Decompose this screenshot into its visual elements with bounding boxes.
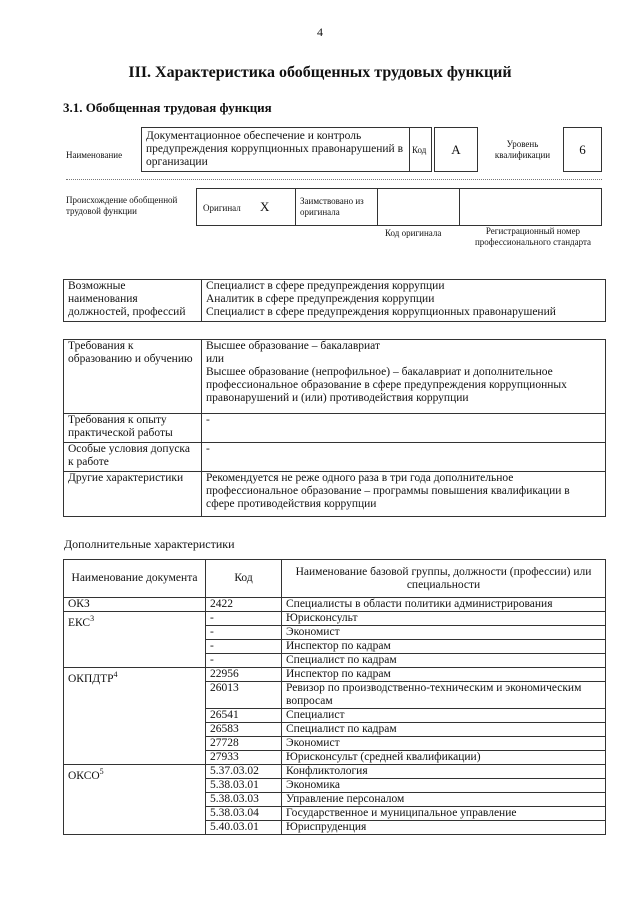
code-value-box xyxy=(434,127,478,172)
name-cell: Специалист по кадрам xyxy=(282,723,606,737)
req-value: - xyxy=(202,414,606,443)
code-cell: 2422 xyxy=(206,598,282,612)
doc-name: ОКПДТР xyxy=(68,672,114,685)
req-label: Особые условия допуска к работе xyxy=(64,443,202,472)
req-value: Высшее образование – бакалавриат или Высшее образование (непрофильное) – бакалавриат и дополнительное профессиональное образование в сфере предупреждения коррупционных правонарушений и (или) противодействия коррупции xyxy=(202,340,606,414)
table-row xyxy=(64,668,606,682)
doc-name: ЕКС xyxy=(68,616,91,629)
doc-cell xyxy=(64,598,206,612)
code-cell: 26583 xyxy=(206,723,282,737)
page-number: 4 xyxy=(317,25,323,39)
original-code-label: Код оригинала xyxy=(385,228,442,238)
level-value-box xyxy=(563,127,602,172)
requirements-table xyxy=(63,339,606,517)
footnote-mark: 3 xyxy=(90,614,95,623)
code-cell: 26541 xyxy=(206,709,282,723)
code-cell: - xyxy=(206,612,282,626)
req-value: - xyxy=(202,443,606,472)
level-value: 6 xyxy=(579,142,586,157)
table-row xyxy=(64,765,606,779)
borrowed-box xyxy=(296,188,378,226)
code-cell: 27933 xyxy=(206,751,282,765)
name-cell: Управление персоналом xyxy=(282,793,606,807)
position-item: Аналитик в сфере предупреждения коррупции xyxy=(206,293,435,305)
original-code-box xyxy=(378,188,460,226)
name-cell: Специалисты в области политики администрирования xyxy=(282,598,606,612)
header-doc: Наименование документа xyxy=(64,560,206,598)
code-label-box xyxy=(410,127,432,172)
name-cell: Инспектор по кадрам xyxy=(282,640,606,654)
original-box xyxy=(196,188,296,226)
name-cell: Юриспруденция xyxy=(282,821,606,835)
header-code: Код xyxy=(206,560,282,598)
function-name: Документационное обеспечение и контроль предупреждения коррупционных правонарушений в организации xyxy=(146,130,404,168)
code-cell: 26013 xyxy=(206,682,282,709)
name-cell: Экономика xyxy=(282,779,606,793)
position-item: Специалист в сфере предупреждения коррупции xyxy=(206,280,445,292)
borrowed-label: Заимствовано из оригинала xyxy=(300,196,364,217)
additional-table xyxy=(63,559,606,835)
origin-label: Происхождение обобщенной трудовой функции xyxy=(66,195,178,216)
name-cell: Ревизор по производственно-техническим и экономическим вопросам xyxy=(282,682,606,709)
level-label: Уровень квалификации xyxy=(494,139,551,160)
name-cell: Конфликтология xyxy=(282,765,606,779)
table-row xyxy=(64,598,606,612)
dotted-divider xyxy=(66,179,602,180)
subsection-title: 3.1. Обобщенная трудовая функция xyxy=(63,100,272,115)
code-label: Код xyxy=(412,145,427,155)
name-cell: Экономист xyxy=(282,737,606,751)
name-label: Наименование xyxy=(66,150,123,160)
code-value: А xyxy=(451,142,461,157)
code-cell: - xyxy=(206,654,282,668)
header-name: Наименование базовой группы, должности (профессии) или специальности xyxy=(282,560,606,598)
name-cell: Юрисконсульт xyxy=(282,612,606,626)
reg-number-label: Регистрационный номер профессионального стандарта xyxy=(474,226,592,247)
name-cell: Юрисконсульт (средней квалификации) xyxy=(282,751,606,765)
req-value: Рекомендуется не реже одного раза в три года дополнительное профессиональное образование – программы повышения квалификации в сфере противодействия коррупции xyxy=(202,472,606,517)
positions-list xyxy=(202,280,606,322)
code-cell: - xyxy=(206,640,282,654)
name-value-box xyxy=(141,127,410,172)
doc-cell xyxy=(64,612,206,668)
name-cell: Инспектор по кадрам xyxy=(282,668,606,682)
name-cell: Экономист xyxy=(282,626,606,640)
doc-cell xyxy=(64,765,206,835)
req-label: Требования к образованию и обучению xyxy=(64,340,202,414)
name-cell: Специалист xyxy=(282,709,606,723)
name-cell: Специалист по кадрам xyxy=(282,654,606,668)
footnote-mark: 4 xyxy=(113,670,118,679)
code-cell: - xyxy=(206,626,282,640)
additional-title: Дополнительные характеристики xyxy=(64,537,235,551)
code-cell: 27728 xyxy=(206,737,282,751)
original-mark: Х xyxy=(260,199,270,214)
doc-name: ОКСО xyxy=(68,769,100,782)
position-item: Специалист в сфере предупреждения коррупционных правонарушений xyxy=(206,306,556,318)
code-cell: 5.37.03.02 xyxy=(206,765,282,779)
positions-table xyxy=(63,279,606,322)
code-cell: 5.40.03.01 xyxy=(206,821,282,835)
req-label: Другие характеристики xyxy=(64,472,202,517)
reg-number-box xyxy=(460,188,602,226)
name-cell: Государственное и муниципальное управление xyxy=(282,807,606,821)
footnote-mark: 5 xyxy=(99,767,104,776)
section-title: III. Характеристика обобщенных трудовых функций xyxy=(128,64,512,81)
code-cell: 5.38.03.03 xyxy=(206,793,282,807)
req-label: Требования к опыту практической работы xyxy=(64,414,202,443)
positions-label: Возможные наименования должностей, профессий xyxy=(64,280,202,322)
code-cell: 22956 xyxy=(206,668,282,682)
doc-cell xyxy=(64,668,206,765)
table-row xyxy=(64,612,606,626)
code-cell: 5.38.03.01 xyxy=(206,779,282,793)
code-cell: 5.38.03.04 xyxy=(206,807,282,821)
original-label: Оригинал xyxy=(203,203,241,213)
doc-name: ОКЗ xyxy=(68,598,90,610)
